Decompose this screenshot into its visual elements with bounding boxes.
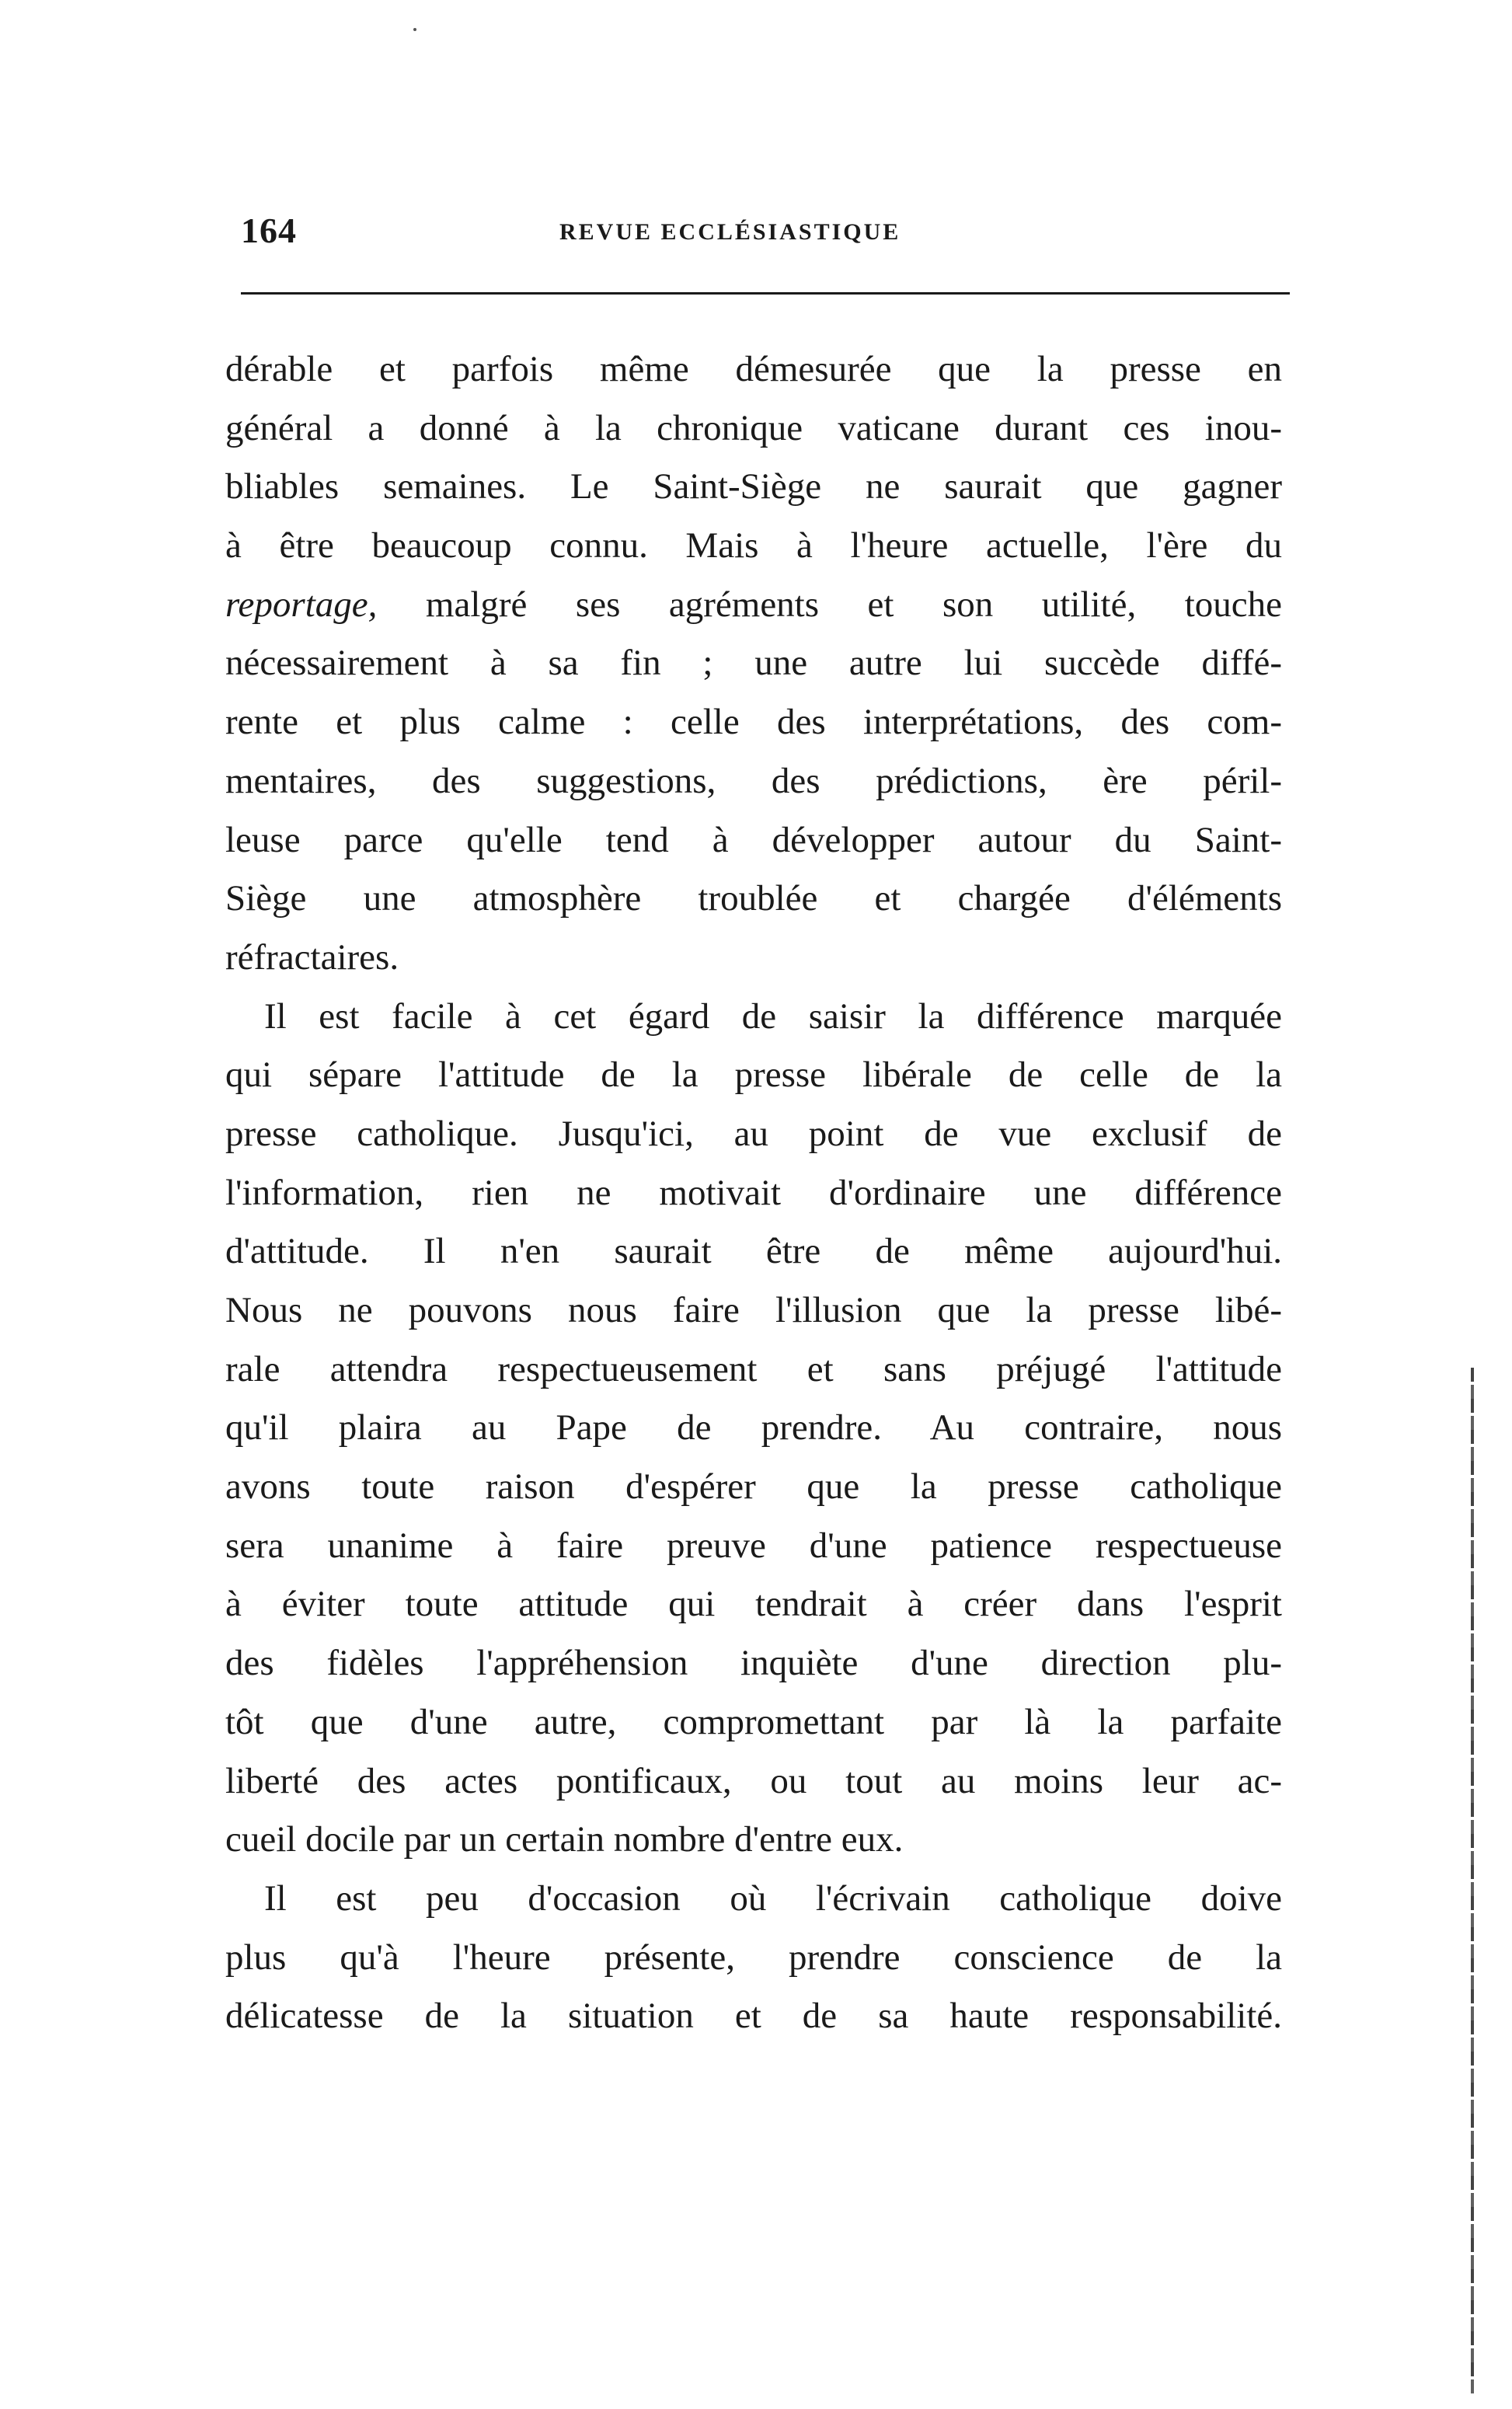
text-line: Il est peu d'occasion où l'écrivain catholique doive	[264, 1877, 1282, 1919]
text-line: à être beaucoup connu. Mais à l'heure actuelle, l'ère du	[225, 525, 1282, 567]
text-line: rente et plus calme : celle des interprétations, des com-	[225, 702, 1282, 743]
text-line: des fidèles l'appréhension inquiète d'une direction plu-	[225, 1643, 1282, 1684]
italic-word: reportage,	[225, 584, 378, 625]
text-line-rest: malgré ses agréments et son utilité, touche	[425, 584, 1283, 625]
page-edge-mark	[1471, 1368, 1474, 2393]
header-rule	[241, 292, 1290, 295]
text-line: à éviter toute attitude qui tendrait à créer dans l'esprit	[225, 1584, 1282, 1625]
running-title: REVUE ECCLÉSIASTIQUE	[559, 219, 901, 245]
text-line: qui sépare l'attitude de la presse libérale de celle de la	[225, 1055, 1282, 1096]
text-line: leuse parce qu'elle tend à développer autour du Saint-	[225, 819, 1282, 860]
body-text	[225, 340, 1282, 2046]
text-line: réfractaires.	[225, 936, 399, 978]
text-line: rale attendra respectueusement et sans préjugé l'attitude	[225, 1348, 1282, 1389]
text-line: Siège une atmosphère troublée et chargée d'éléments	[225, 878, 1282, 919]
text-line: tôt que d'une autre, compromettant par là la parfaite	[225, 1701, 1282, 1742]
scan-speck	[413, 28, 416, 31]
page-number: 164	[241, 211, 297, 250]
text-line: nécessairement à sa fin ; une autre lui succède diffé-	[225, 643, 1282, 684]
text-line: général a donné à la chronique vaticane durant ces inou-	[225, 407, 1282, 448]
text-line: dérable et parfois même démesurée que la presse en	[225, 349, 1282, 389]
text-line: cueil docile par un certain nombre d'entre eux.	[225, 1819, 904, 1860]
text-line: presse catholique. Jusqu'ici, au point de vue exclusif de	[225, 1113, 1282, 1154]
text-line: liberté des actes pontificaux, ou tout au moins leur ac-	[225, 1760, 1282, 1801]
text-line: délicatesse de la situation et de sa haute responsabilité.	[225, 1996, 1282, 2037]
text-line: sera unanime à faire preuve d'une patience respectueuse	[225, 1525, 1282, 1566]
text-line: d'attitude. Il n'en saurait être de même aujourd'hui.	[225, 1231, 1282, 1272]
page-header	[241, 210, 1290, 264]
text-line: mentaires, des suggestions, des prédictions, ère péril-	[225, 760, 1282, 801]
text-line	[225, 576, 1282, 635]
text-line: Il est facile à cet égard de saisir la différence marquée	[264, 995, 1282, 1037]
text-line: l'information, rien ne motivait d'ordinaire une différence	[225, 1172, 1282, 1213]
text-line: Nous ne pouvons nous faire l'illusion que la presse libé-	[225, 1290, 1282, 1330]
text-line: avons toute raison d'espérer que la presse catholique	[225, 1466, 1282, 1508]
text-line: plus qu'à l'heure présente, prendre conscience de la	[225, 1937, 1282, 1978]
text-line: qu'il plaira au Pape de prendre. Au contraire, nous	[225, 1407, 1282, 1449]
text-line: bliables semaines. Le Saint-Siège ne saurait que gagner	[225, 466, 1282, 507]
